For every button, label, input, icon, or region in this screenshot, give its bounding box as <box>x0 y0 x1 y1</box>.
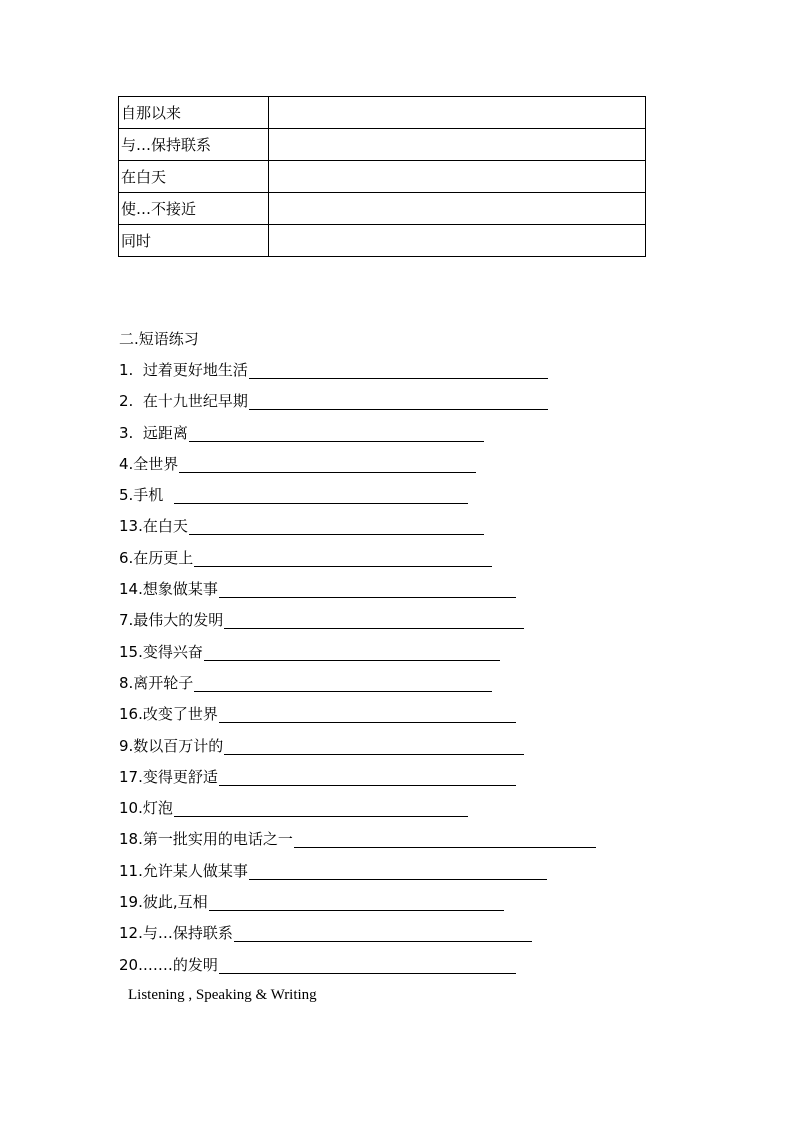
section-title: 二.短语练习 <box>119 330 199 348</box>
exercise-answer-blank[interactable] <box>189 516 484 535</box>
exercise-item <box>119 454 596 485</box>
footer-heading: Listening , Speaking & Writing <box>128 987 317 1003</box>
exercise-answer-blank[interactable] <box>294 829 596 848</box>
exercise-prompt: 19.彼此,互相 <box>119 893 208 912</box>
vocab-answer-cell[interactable] <box>269 193 646 225</box>
exercise-prompt: 16.改变了世界 <box>119 705 218 724</box>
vocab-answer-cell[interactable] <box>269 97 646 129</box>
exercise-answer-blank[interactable] <box>224 736 524 755</box>
exercise-item <box>119 736 596 767</box>
exercise-prompt: 8.离开轮子 <box>119 673 194 692</box>
exercise-prompt: 11.允许某人做某事 <box>119 861 248 880</box>
exercise-prompt: 10.灯泡 <box>119 799 173 818</box>
vocab-answer-cell[interactable] <box>269 225 646 257</box>
exercise-item <box>119 923 596 954</box>
exercise-item <box>119 673 596 704</box>
exercise-prompt: 15.变得兴奋 <box>119 642 203 661</box>
exercise-prompt: 2. 在十九世纪早期 <box>119 392 248 411</box>
exercise-item <box>119 829 596 860</box>
exercise-prompt: 17.变得更舒适 <box>119 767 218 786</box>
vocab-chinese-cell: 同时 <box>119 225 269 257</box>
exercise-answer-blank[interactable] <box>249 861 547 880</box>
exercise-prompt: 6.在历更上 <box>119 548 194 567</box>
exercise-item <box>119 767 596 798</box>
exercise-answer-blank[interactable] <box>219 704 516 723</box>
exercise-item <box>119 704 596 735</box>
exercise-prompt: 5.手机 <box>119 486 173 505</box>
exercise-item <box>119 610 596 641</box>
exercise-item <box>119 579 596 610</box>
exercise-item <box>119 423 596 454</box>
exercise-answer-blank[interactable] <box>209 892 504 911</box>
exercise-prompt: 4.全世界 <box>119 454 179 473</box>
exercise-list <box>119 360 596 986</box>
exercise-answer-blank[interactable] <box>194 548 492 567</box>
vocab-chinese-cell: 使…不接近 <box>119 193 269 225</box>
exercise-answer-blank[interactable] <box>174 798 468 817</box>
exercise-answer-blank[interactable] <box>174 485 468 504</box>
exercise-answer-blank[interactable] <box>219 955 516 974</box>
exercise-prompt: 7.最伟大的发明 <box>119 611 224 630</box>
vocab-row <box>119 193 646 225</box>
exercise-prompt: 13.在白天 <box>119 517 188 536</box>
exercise-answer-blank[interactable] <box>219 767 516 786</box>
vocab-row <box>119 161 646 193</box>
exercise-prompt: 1. 过着更好地生活 <box>119 361 248 379</box>
vocab-row <box>119 129 646 161</box>
exercise-item <box>119 642 596 673</box>
vocab-chinese-cell: 自那以来 <box>119 97 269 129</box>
exercise-item <box>119 360 596 391</box>
exercise-answer-blank[interactable] <box>179 454 476 473</box>
exercise-answer-blank[interactable] <box>249 391 548 410</box>
exercise-answer-blank[interactable] <box>219 579 516 598</box>
vocab-answer-cell[interactable] <box>269 161 646 193</box>
vocab-table-body <box>119 97 646 257</box>
vocab-table <box>118 96 646 257</box>
exercise-item <box>119 485 596 516</box>
exercise-answer-blank[interactable] <box>194 673 492 692</box>
exercise-prompt: 20.……的发明 <box>119 955 218 974</box>
vocab-answer-cell[interactable] <box>269 129 646 161</box>
vocab-chinese-cell: 与…保持联系 <box>119 129 269 161</box>
exercise-answer-blank[interactable] <box>249 360 548 379</box>
exercise-answer-blank[interactable] <box>189 423 484 442</box>
exercise-item <box>119 798 596 829</box>
exercise-item <box>119 955 596 986</box>
exercise-item <box>119 391 596 422</box>
exercise-item <box>119 516 596 547</box>
exercise-answer-blank[interactable] <box>224 610 524 629</box>
exercise-prompt: 3. 远距离 <box>119 423 188 442</box>
exercise-answer-blank[interactable] <box>234 923 532 942</box>
exercise-prompt: 9.数以百万计的 <box>119 736 224 755</box>
exercise-item <box>119 892 596 923</box>
exercise-answer-blank[interactable] <box>204 642 500 661</box>
exercise-prompt: 14.想象做某事 <box>119 580 218 599</box>
exercise-item <box>119 548 596 579</box>
vocab-chinese-cell: 在白天 <box>119 161 269 193</box>
exercise-prompt: 18.第一批实用的电话之一 <box>119 830 293 849</box>
exercise-prompt: 12.与…保持联系 <box>119 924 233 943</box>
vocab-row <box>119 225 646 257</box>
vocab-row <box>119 97 646 129</box>
exercise-item <box>119 861 596 892</box>
